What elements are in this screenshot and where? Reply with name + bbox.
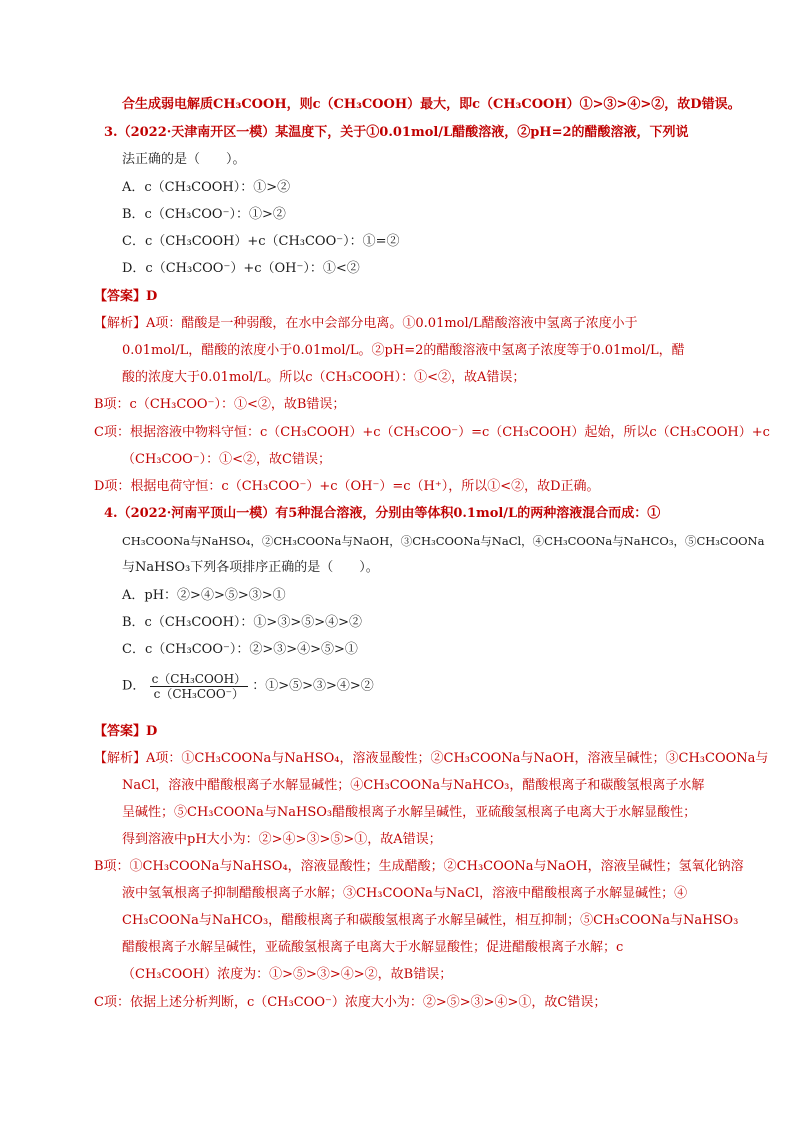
analysis-line: 酸的浓度大于0.01mol/L。所以c（CH₃COOH）：①<②，故A错误； (122, 370, 526, 385)
option-a: A．pH：②>④>⑤>③>① (122, 588, 286, 603)
analysis-line: 呈碱性；⑤CH₃COONa与NaHSO₃醋酸根离子水解呈碱性，亚硫酸氢根离子电离大于水解显酸性； (122, 805, 697, 820)
analysis-line: B项：c（CH₃COO⁻）：①<②，故B错误； (94, 397, 346, 412)
option-b: B．c（CH₃COOH）：①>③>⑤>④>② (122, 615, 362, 630)
option-d-prefix: D． (122, 678, 146, 694)
text-line: 法正确的是（ ）。 (122, 152, 246, 167)
option-d-fraction (122, 672, 374, 701)
question-3-stem (104, 124, 689, 142)
option-c: C．c（CH₃COO⁻）：②>③>④>⑤>① (122, 642, 358, 657)
answer-label: 【答案】D (94, 289, 158, 304)
analysis-line: 醋酸根离子水解呈碱性，亚硫酸氢根离子电离大于水解显酸性；促进醋酸根离子水解；c (122, 940, 624, 955)
analysis-line: （CH₃COO⁻）：①<②，故C错误； (122, 452, 331, 467)
option-d-suffix: ：①>⑤>③>④>② (252, 678, 374, 694)
text-line: CH₃COONa与NaHSO₄，②CH₃COONa与NaOH，③CH₃COONa与NaCl，④CH₃COONa与NaHCO₃，⑤CH₃COONa (122, 534, 765, 548)
analysis-line: 【解析】A项：①CH₃COONa与NaHSO₄，溶液显酸性；②CH₃COONa与NaOH，溶液呈碱性；③CH₃COONa与 (94, 751, 769, 766)
analysis-line: B项：①CH₃COONa与NaHSO₄，溶液显酸性；生成醋酸；②CH₃COONa与NaOH，溶液呈碱性；氢氧化钠溶 (94, 859, 744, 874)
answer-label: 【答案】D (94, 724, 158, 739)
analysis-line: C项：根据溶液中物料守恒：c（CH₃COOH）+c（CH₃COO⁻）=c（CH₃COOH）起始，所以c（CH₃COOH）+c (94, 425, 770, 440)
text-line: 与NaHSO₃下列各项排序正确的是（ ）。 (122, 560, 379, 575)
analysis-line: 【解析】A项：醋酸是一种弱酸，在水中会部分电离。①0.01mol/L醋酸溶液中氢离子浓度小于 (94, 316, 638, 331)
fraction (150, 672, 249, 701)
analysis-line: 0.01mol/L，醋酸的浓度小于0.01mol/L。②pH=2的醋酸溶液中氢离子浓度等于0.01mol/L，醋 (122, 343, 685, 358)
option-b: B．c（CH₃COO⁻）：①>② (122, 207, 286, 222)
analysis-line: CH₃COONa与NaHCO₃，醋酸根离子和碳酸氢根离子水解呈碱性，相互抑制；⑤CH₃COONa与NaHSO₃ (122, 913, 739, 928)
question-3-stem-text: 3.（2022·天津南开区一模）某温度下，关于①0.01mol/L醋酸溶液，②pH=2的醋酸溶液，下列说 (104, 125, 689, 140)
option-c: C．c（CH₃COOH）+c（CH₃COO⁻）：①=② (122, 234, 400, 249)
analysis-line: 液中氢氧根离子抑制醋酸根离子水解；③CH₃COONa与NaCl，溶液中醋酸根离子水解显碱性；④ (122, 886, 688, 901)
analysis-line: C项：依据上述分析判断，c（CH₃COO⁻）浓度大小为：②>⑤>③>④>①，故C错误； (94, 995, 607, 1010)
text-line: 合生成弱电解质CH₃COOH，则c（CH₃COOH）最大，即c（CH₃COOH）①>③>④>②，故D错误。 (122, 97, 741, 112)
analysis-line: D项：根据电荷守恒：c（CH₃COO⁻）+c（OH⁻）=c（H⁺），所以①<②，故D正确。 (94, 479, 600, 494)
fraction-denominator: c（CH₃COO⁻） (153, 687, 245, 701)
analysis-line: （CH₃COOH）浓度为：①>⑤>③>④>②，故B错误； (122, 967, 453, 982)
analysis-line: 得到溶液中pH大小为：②>④>③>⑤>①，故A错误； (122, 832, 442, 847)
analysis-line: NaCl，溶液中醋酸根离子水解显碱性；④CH₃COONa与NaHCO₃，醋酸根离子和碳酸氢根离子水解 (122, 778, 705, 793)
fraction-numerator: c（CH₃COOH） (151, 672, 247, 686)
option-a: A．c（CH₃COOH）：①>② (122, 180, 291, 195)
question-4-stem: 4.（2022·河南平顶山一模）有5种混合溶液，分别由等体积0.1mol/L的两种溶液混合而成：① (104, 506, 661, 521)
option-d: D．c（CH₃COO⁻）+c（OH⁻）：①<② (122, 261, 360, 276)
